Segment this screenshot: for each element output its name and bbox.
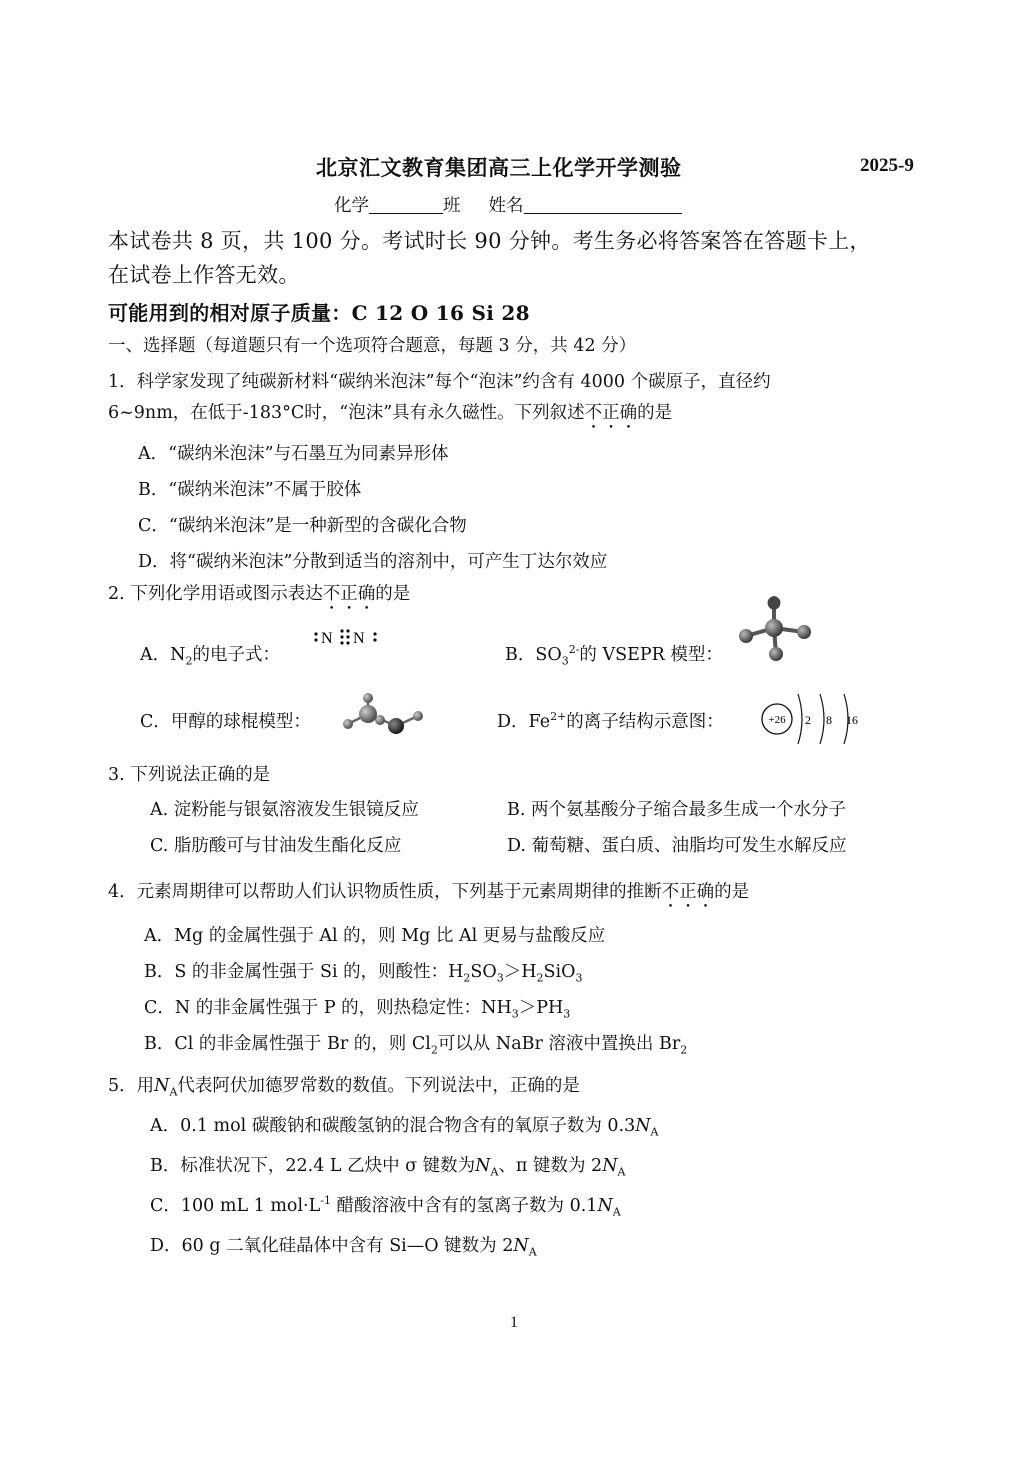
intro-line-1: 本试卷共 8 页，共 100 分。考试时长 90 分钟。考生务必将答案答在答题卡上， <box>108 229 871 253</box>
q3-option-b: B. 两个氨基酸分子缩合最多生成一个水分子 <box>507 800 846 820</box>
class-label: 班 <box>443 196 461 216</box>
name-label: 姓名 <box>488 196 524 216</box>
exam-date: 2025-9 <box>860 155 914 176</box>
q2-option-a: A．$N_2$的电子式： <box>140 645 280 668</box>
n2-atom-left: N <box>321 630 333 647</box>
q5-option-d: D．60 g 二氧化硅晶体中含有 Si—O 键数为 $2N_A$ <box>150 1236 537 1259</box>
n2-atom-right: N <box>353 630 365 647</box>
q1-stem-line-1: 1．科学家发现了纯碳新材料“碳纳米泡沫”每个“泡沫”约含有 4000 个碳原子，直径约 <box>108 372 771 392</box>
q4-stem: 4．元素周期律可以帮助人们认识物质性质，下列基于元素周期律的推断不正确的是 <box>108 882 750 902</box>
q4-option-a: A．Mg 的金属性强于 Al 的，则 Mg 比 Al 更易与盐酸反应 <box>144 926 606 946</box>
q4-option-b: B．S 的非金属性强于 Si 的，则酸性：$H_2SO_3>H_2SiO_3$ <box>144 962 583 985</box>
electron-shell-1 <box>798 694 802 744</box>
q2-stem: 2. 下列化学用语或图示表达不正确的是 <box>108 584 411 604</box>
page-title: 北京汇文教育集团高三上化学开学测验 <box>316 155 682 180</box>
q5-option-c: C．100 mL 1 $mol\cdot L^{-1}$ 醋酸溶液中含有的氢离子数为 $0.1N_A$ <box>150 1194 621 1219</box>
emphasis-not-correct: 不正确 <box>584 403 638 423</box>
q1-option-d: D．将“碳纳米泡沫”分散到适当的溶剂中，可产生丁达尔效应 <box>138 552 608 572</box>
q3-option-c: C. 脂肪酸可与甘油发生酯化反应 <box>150 836 402 856</box>
electron-shell-2 <box>820 694 824 744</box>
atomic-masses: 可能用到的相对原子质量：C 12 O 16 Si 28 <box>108 301 530 325</box>
vsepr-model-image <box>736 596 816 664</box>
section-heading: 一、选择题（每道题只有一个选项符合题意，每题 3 分，共 42 分） <box>108 336 637 356</box>
name-blank[interactable] <box>524 195 682 214</box>
student-info <box>334 192 682 217</box>
q4-option-c: C．N 的非金属性强于 P 的，则热稳定性：$NH_3>PH_3$ <box>144 998 571 1021</box>
q2-option-c: C．甲醇的球棍模型： <box>140 712 311 732</box>
fe-ion-diagram <box>760 690 860 748</box>
q4-option-d: B．Cl 的非金属性强于 Br 的，则 $Cl_2$可以从 NaBr 溶液中置换出 $Br_2$ <box>144 1034 688 1057</box>
q2-option-b: B．$SO_3^{2-}$的 VSEPR 模型： <box>505 643 723 668</box>
class-blank[interactable] <box>369 195 443 214</box>
n2-electron-formula <box>312 626 392 654</box>
emphasis-not-correct: 不正确 <box>322 584 376 604</box>
shell-count-1: 2 <box>805 713 811 727</box>
intro-line-2: 在试卷上作答无效。 <box>108 263 300 287</box>
q3-option-a: A. 淀粉能与银氨溶液发生银镜反应 <box>150 800 419 820</box>
q1-stem-line-2: 6~9nm，在低于-183°C时，“泡沫”具有永久磁性。下列叙述不正确的是 <box>108 403 673 423</box>
q1-option-a: A．“碳纳米泡沫”与石墨互为同素异形体 <box>138 444 449 464</box>
emphasis-not-correct: 不正确 <box>661 882 715 902</box>
methanol-model-image <box>340 690 430 740</box>
nucleus-charge: +26 <box>768 714 786 726</box>
q5-option-a: A．0.1 mol 碳酸钠和碳酸氢钠的混合物含有的氧原子数为 $0.3N_A$ <box>150 1116 659 1139</box>
page-number: 1 <box>510 1314 518 1331</box>
shell-count-2: 8 <box>826 713 832 727</box>
q1-option-c: C．“碳纳米泡沫”是一种新型的含碳化合物 <box>138 516 467 536</box>
subject-label: 化学 <box>334 196 369 216</box>
shell-count-3: 16 <box>846 713 858 727</box>
q5-option-b: B．标准状况下，22.4 L 乙炔中 σ 键数为$N_A$、π 键数为 $2N_A$ <box>150 1156 626 1179</box>
q1-option-b: B．“碳纳米泡沫”不属于胶体 <box>138 480 362 500</box>
q3-stem: 3. 下列说法正确的是 <box>108 765 271 785</box>
q3-option-d: D. 葡萄糖、蛋白质、油脂均可发生水解反应 <box>507 836 847 856</box>
q2-option-d: D．$Fe^{2+}$的离子结构示意图： <box>497 710 724 732</box>
q5-stem: 5．用$N_A$代表阿伏加德罗常数的数值。下列说法中，正确的是 <box>108 1076 580 1099</box>
